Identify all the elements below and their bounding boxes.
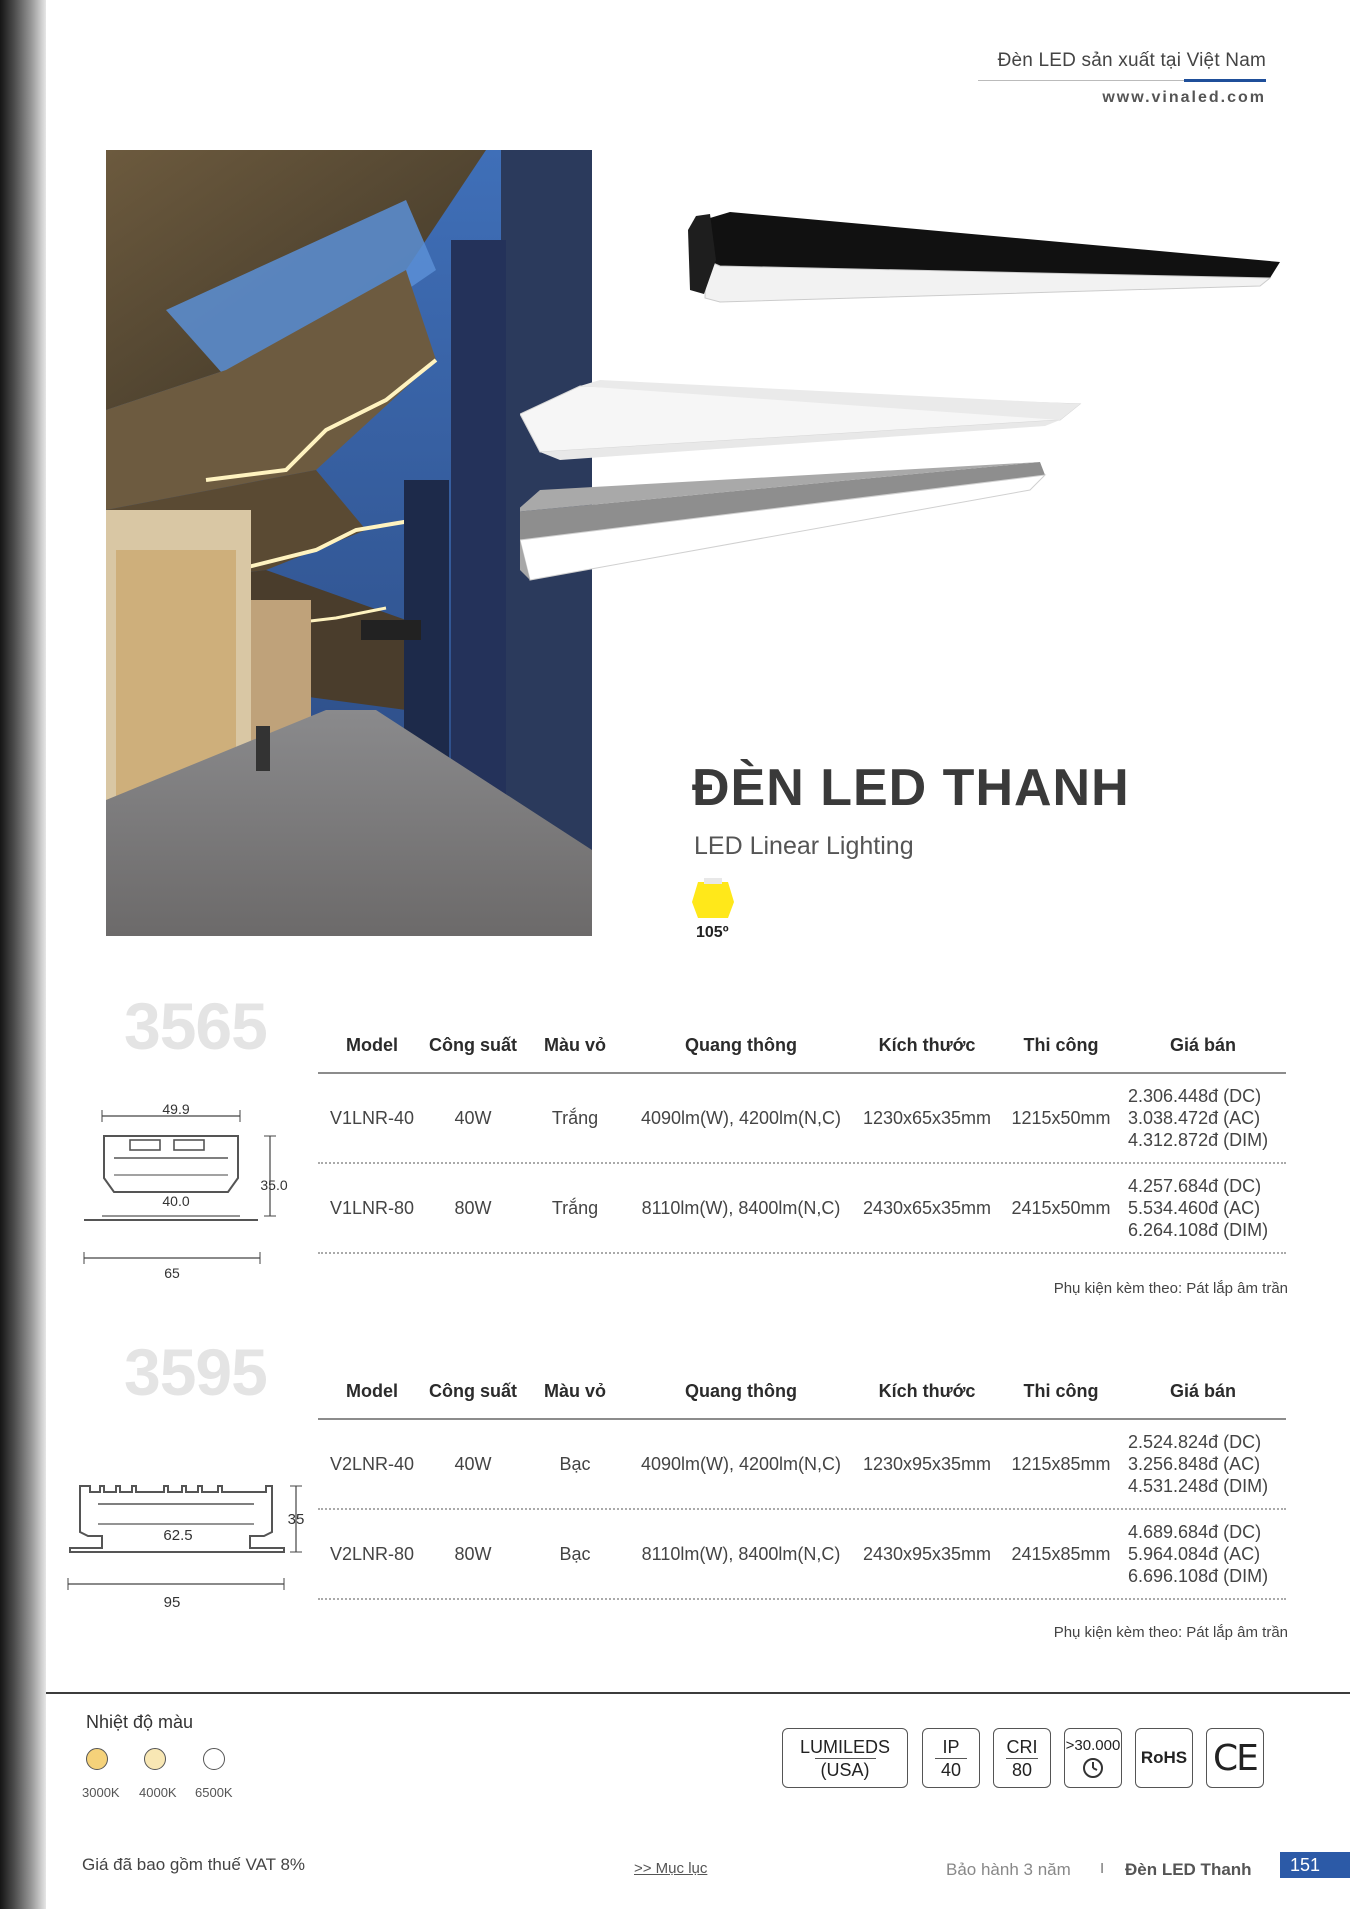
series-number: 3565	[124, 989, 267, 1063]
header-color: Màu vỏ	[543, 1034, 606, 1055]
price-dim: 4.531.248đ (DIM)	[1128, 1476, 1269, 1496]
price-ac: 3.256.848đ (AC)	[1128, 1454, 1261, 1474]
color-temp-6500k-label: 6500K	[195, 1785, 233, 1800]
dim-inner-width: 40.0	[162, 1193, 190, 1209]
header-model: Model	[346, 1034, 398, 1055]
header-color: Màu vỏ	[543, 1380, 606, 1401]
cell-price	[1120, 1431, 1286, 1497]
cell-price	[1120, 1085, 1286, 1151]
cell-color: Trắng	[551, 1197, 599, 1218]
toc-link[interactable]: >> Mục lục	[634, 1860, 708, 1877]
table-row	[318, 1420, 1286, 1510]
footer-product-name: Đèn LED Thanh	[1125, 1860, 1252, 1879]
price-dim: 6.264.108đ (DIM)	[1128, 1220, 1269, 1240]
lumileds-origin: (USA)	[815, 1758, 876, 1781]
footer-separator: I	[1100, 1860, 1105, 1877]
price-dc: 2.524.824đ (DC)	[1128, 1432, 1262, 1452]
header-cutout: Thi công	[1023, 1034, 1099, 1055]
cell-flux: 4090lm(W), 4200lm(N,C)	[640, 1107, 842, 1128]
cell-size: 1230x95x35mm	[862, 1453, 992, 1474]
color-temp-4000k-swatch	[144, 1748, 166, 1770]
cell-size: 1230x65x35mm	[862, 1107, 992, 1128]
color-temp-6500k-swatch	[203, 1748, 225, 1770]
header-size: Kích thước	[878, 1380, 976, 1401]
clock-icon	[1081, 1756, 1105, 1780]
price-ac: 3.038.472đ (AC)	[1128, 1108, 1261, 1128]
cell-size: 2430x95x35mm	[862, 1543, 992, 1564]
color-temp-title: Nhiệt độ màu	[86, 1712, 194, 1732]
cell-cutout: 2415x50mm	[1011, 1197, 1111, 1218]
table-row	[318, 1510, 1286, 1600]
cell-cutout: 1215x85mm	[1011, 1453, 1111, 1474]
cell-model: V2LNR-40	[329, 1453, 415, 1474]
cri-label: CRI	[1006, 1736, 1038, 1757]
dim-height: 35.0	[260, 1177, 288, 1193]
cell-model: V1LNR-40	[329, 1107, 415, 1128]
binding-spine	[0, 0, 46, 1909]
ip-value: 40	[935, 1758, 967, 1781]
cell-model: V2LNR-80	[329, 1543, 415, 1564]
series-number: 3595	[124, 1335, 267, 1409]
warranty-note: Bảo hành 3 năm	[946, 1860, 1071, 1879]
cell-power: 40W	[454, 1107, 492, 1128]
accessory-note: Phụ kiện kèm theo: Pát lắp âm trần	[1053, 1280, 1288, 1297]
header-website: www.vinaled.com	[1102, 89, 1266, 106]
header-price: Giá bán	[1169, 1034, 1236, 1055]
dim-base-width: 65	[164, 1265, 180, 1280]
ip-badge	[922, 1728, 980, 1788]
ce-mark-icon: CE	[1213, 1737, 1257, 1779]
vat-note: Giá đã bao gồm thuế VAT 8%	[82, 1855, 306, 1874]
lifetime-value: >30.000	[1065, 1737, 1121, 1754]
lumileds-label: LUMILEDS	[799, 1736, 891, 1757]
rohs-label: RoHS	[1140, 1748, 1188, 1767]
spec-table-header	[318, 1364, 1286, 1420]
color-temp-4000k-label: 4000K	[139, 1785, 177, 1800]
cell-power: 80W	[454, 1197, 492, 1218]
ip-label: IP	[942, 1736, 960, 1757]
price-dim: 6.696.108đ (DIM)	[1128, 1566, 1269, 1586]
beam-angle-label: 105º	[696, 924, 729, 941]
cell-power: 80W	[454, 1543, 492, 1564]
beam-angle-icon	[692, 878, 734, 918]
rohs-badge	[1135, 1728, 1193, 1788]
page-number: 151	[1280, 1852, 1350, 1878]
profile-drawing-3595	[64, 1476, 314, 1616]
bottom-rule	[46, 1692, 1350, 1694]
header-size: Kích thước	[878, 1034, 976, 1055]
cell-size: 2430x65x35mm	[862, 1197, 992, 1218]
spec-table-3565	[318, 1018, 1286, 1254]
cell-color: Bạc	[559, 1453, 591, 1474]
dim-height: 35	[287, 1511, 305, 1528]
header-rule	[978, 80, 1184, 81]
accessory-note: Phụ kiện kèm theo: Pát lắp âm trần	[1053, 1624, 1288, 1641]
dim-inner-width: 62.5	[163, 1527, 193, 1544]
spec-table-3595	[318, 1364, 1286, 1600]
cell-model: V1LNR-80	[329, 1197, 415, 1218]
cell-cutout: 2415x85mm	[1011, 1543, 1111, 1564]
header-price: Giá bán	[1169, 1380, 1236, 1401]
color-temp-3000k-label: 3000K	[82, 1785, 120, 1800]
table-row	[318, 1164, 1286, 1254]
price-ac: 5.964.084đ (AC)	[1128, 1544, 1261, 1564]
product-title: ĐÈN LED THANH	[692, 759, 1130, 817]
header-cutout: Thi công	[1023, 1380, 1099, 1401]
cri-badge	[993, 1728, 1051, 1788]
ce-badge	[1206, 1728, 1264, 1788]
price-ac: 5.534.460đ (AC)	[1128, 1198, 1261, 1218]
cell-color: Trắng	[551, 1107, 599, 1128]
price-dim: 4.312.872đ (DIM)	[1128, 1130, 1269, 1150]
cell-flux: 8110lm(W), 8400lm(N,C)	[641, 1197, 841, 1218]
product-render	[520, 190, 1300, 710]
header-tagline: Đèn LED sản xuất tại Việt Nam	[997, 50, 1266, 71]
header-power: Công suất	[429, 1380, 517, 1401]
header-power: Công suất	[429, 1034, 517, 1055]
price-dc: 4.257.684đ (DC)	[1128, 1176, 1262, 1196]
header-flux: Quang thông	[685, 1380, 797, 1401]
product-subtitle: LED Linear Lighting	[694, 832, 914, 860]
price-dc: 2.306.448đ (DC)	[1128, 1086, 1262, 1106]
table-row	[318, 1074, 1286, 1164]
cell-price	[1120, 1175, 1286, 1241]
profile-drawing-3565	[78, 1100, 298, 1280]
cell-power: 40W	[454, 1453, 492, 1474]
cell-flux: 8110lm(W), 8400lm(N,C)	[641, 1543, 841, 1564]
header-accent-rule	[1184, 79, 1266, 82]
lumileds-badge	[782, 1728, 908, 1788]
color-temp-3000k-swatch	[86, 1748, 108, 1770]
cell-price	[1120, 1521, 1286, 1587]
dim-base-width: 95	[163, 1594, 181, 1611]
price-dc: 4.689.684đ (DC)	[1128, 1522, 1262, 1542]
dim-top-width: 49.9	[162, 1101, 190, 1117]
cell-flux: 4090lm(W), 4200lm(N,C)	[640, 1453, 842, 1474]
header-model: Model	[346, 1380, 398, 1401]
cri-value: 80	[1006, 1758, 1038, 1781]
lifetime-badge	[1064, 1728, 1122, 1788]
cell-color: Bạc	[559, 1543, 591, 1564]
header-flux: Quang thông	[685, 1034, 797, 1055]
cell-cutout: 1215x50mm	[1011, 1107, 1111, 1128]
spec-table-header	[318, 1018, 1286, 1074]
